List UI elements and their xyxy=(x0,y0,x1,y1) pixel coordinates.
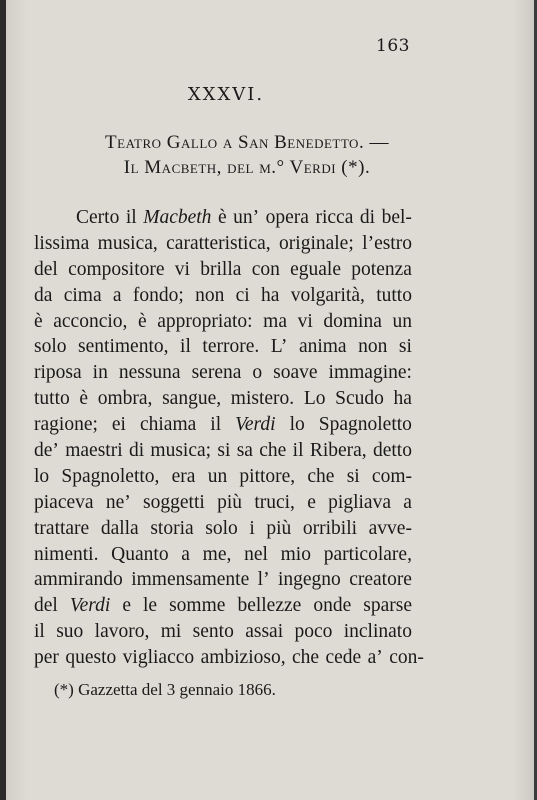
body-word: Quanto xyxy=(111,543,169,565)
body-word: ma xyxy=(263,310,287,332)
body-word: Ribera, xyxy=(309,440,367,462)
body-line xyxy=(34,360,412,386)
body-word: sa xyxy=(236,440,253,462)
body-word: le xyxy=(142,595,158,617)
body-word: nessuna xyxy=(118,362,181,384)
body-word: più xyxy=(217,491,243,513)
body-word: com- xyxy=(371,465,412,487)
body-word: il xyxy=(125,207,137,228)
body-word: chiama xyxy=(139,414,197,436)
body-word: che xyxy=(259,440,287,462)
body-word: si xyxy=(217,440,231,462)
body-line xyxy=(34,464,412,490)
body-word: immagine: xyxy=(328,362,412,384)
body-word: ha xyxy=(393,388,412,410)
body-word: mi xyxy=(160,621,182,643)
body-word: terrore. xyxy=(202,336,260,358)
body-word: è xyxy=(79,388,89,410)
body-word: Scudo xyxy=(335,388,384,410)
body-word: immensamente xyxy=(131,569,250,591)
book-page xyxy=(6,0,534,800)
body-line xyxy=(34,645,424,671)
body-word: per xyxy=(34,647,59,669)
body-word: lo xyxy=(34,465,50,487)
body-word: Verdi xyxy=(235,414,276,436)
body-word: il xyxy=(292,440,304,462)
body-word: sangue, xyxy=(162,388,222,410)
body-word: creatore xyxy=(349,569,412,591)
body-line xyxy=(34,231,412,257)
body-word: truci, xyxy=(254,491,295,513)
body-word: Spagnoletto xyxy=(318,414,412,436)
body-word: solo xyxy=(34,336,67,358)
chapter-number: XXXVI. xyxy=(187,84,265,105)
body-word: vigliacco xyxy=(122,647,195,669)
body-word: i xyxy=(249,517,255,539)
body-word: dalla xyxy=(100,517,139,539)
body-line xyxy=(34,386,412,412)
body-word: nel xyxy=(244,543,268,565)
body-word: di xyxy=(128,440,145,462)
body-word: trattare xyxy=(34,517,90,539)
body-word: opera xyxy=(265,207,309,228)
body-word: appropriato: xyxy=(157,310,253,332)
body-word: serena xyxy=(191,362,242,384)
body-line xyxy=(34,438,412,464)
body-text xyxy=(34,205,424,671)
body-line xyxy=(34,334,412,360)
body-word: ambizioso, xyxy=(200,647,286,669)
body-word: vi xyxy=(174,258,190,280)
body-word: lissima xyxy=(34,232,90,254)
body-word: compositore xyxy=(68,258,165,280)
body-line xyxy=(34,593,412,619)
body-word: musica, xyxy=(97,232,158,254)
body-word: era xyxy=(171,465,196,487)
body-line xyxy=(34,490,412,516)
body-word: riposa xyxy=(34,362,82,384)
body-word: cima xyxy=(63,284,102,306)
body-word: acconcio, xyxy=(53,310,128,332)
body-word: il xyxy=(34,621,45,643)
heading-line-1: Teatro Gallo a San Benedetto. — xyxy=(105,132,389,153)
body-word: storia xyxy=(150,517,194,539)
body-word: a’ xyxy=(367,647,383,669)
body-line xyxy=(34,619,412,645)
body-line xyxy=(34,283,412,309)
body-word: un xyxy=(392,310,412,332)
footnote: (*) Gazzetta del 3 gennaio 1866. xyxy=(54,680,276,699)
body-word: non xyxy=(358,336,388,358)
body-word: che xyxy=(292,647,320,669)
page-number: 163 xyxy=(376,36,410,56)
body-word: soave xyxy=(273,362,318,384)
body-word: solo xyxy=(205,517,238,539)
body-word: somme xyxy=(169,595,226,617)
body-word: volgarità, xyxy=(290,284,365,306)
body-word: inclinato xyxy=(343,621,412,643)
body-word: e xyxy=(122,595,131,617)
body-word: ha xyxy=(261,284,280,306)
body-word: maestri xyxy=(65,440,123,462)
body-word: me, xyxy=(202,543,232,565)
body-word: un’ xyxy=(233,207,260,228)
body-word: eguale xyxy=(290,258,342,280)
body-word: caratteristica, xyxy=(166,232,271,254)
body-word: originale; xyxy=(279,232,354,254)
body-word: lavoro, xyxy=(94,621,150,643)
body-word: si xyxy=(346,465,360,487)
body-word: Spagnoletto, xyxy=(61,465,160,487)
body-line xyxy=(34,542,412,568)
body-word: Lo xyxy=(303,388,326,410)
body-word: pigliava xyxy=(328,491,391,513)
body-word: piaceva xyxy=(34,491,94,513)
body-word: questo xyxy=(65,647,117,669)
body-word: del xyxy=(34,258,58,280)
body-word: particolare, xyxy=(323,543,412,565)
body-word: pittore, xyxy=(239,465,296,487)
body-word: ragione; xyxy=(34,414,98,436)
body-word: del xyxy=(34,595,58,617)
body-line xyxy=(34,257,412,283)
body-line xyxy=(34,412,412,438)
body-word: potenza xyxy=(351,258,412,280)
body-word: con- xyxy=(389,647,424,669)
body-word: Macbeth xyxy=(143,207,212,228)
body-word: assai xyxy=(245,621,284,643)
body-word: di xyxy=(359,207,376,228)
body-word: domina xyxy=(323,310,382,332)
body-word: ei xyxy=(111,414,126,436)
body-word: cede xyxy=(325,647,362,669)
body-line xyxy=(34,567,412,593)
body-word: brilla xyxy=(200,258,242,280)
body-word: è xyxy=(217,207,227,228)
body-word: il xyxy=(180,336,191,358)
body-word: in xyxy=(92,362,108,384)
body-word: bel- xyxy=(381,207,412,228)
body-word: sparse xyxy=(363,595,412,617)
body-word: ammirando xyxy=(34,569,123,591)
body-word: avve- xyxy=(368,517,412,539)
heading-line-2: Il Macbeth, del m.° Verdi (*). xyxy=(123,157,371,178)
body-word: il xyxy=(210,414,222,436)
body-word: a xyxy=(112,284,122,306)
body-word: mio xyxy=(280,543,311,565)
body-word: orribili xyxy=(302,517,358,539)
body-word: vi xyxy=(297,310,313,332)
body-word: ci xyxy=(235,284,250,306)
body-word: è xyxy=(34,310,43,332)
body-word: musica; xyxy=(150,440,212,462)
body-word: ne’ xyxy=(105,491,131,513)
body-word: sentimento, xyxy=(78,336,169,358)
body-word: lo xyxy=(289,414,305,436)
body-word: l’estro xyxy=(362,232,412,254)
body-word: bellezze xyxy=(237,595,302,617)
body-word: un xyxy=(207,465,228,487)
body-word: onde xyxy=(313,595,352,617)
body-word: a xyxy=(403,491,412,513)
body-word: più xyxy=(266,517,292,539)
body-word: Certo xyxy=(76,207,120,228)
body-word: poco xyxy=(294,621,333,643)
body-word: e xyxy=(307,491,316,513)
body-word: mistero. xyxy=(230,388,295,410)
body-word: non xyxy=(195,284,225,306)
body-word: Verdi xyxy=(69,595,111,617)
body-word: con xyxy=(251,258,280,280)
body-word: tutto xyxy=(34,388,70,410)
body-word: soggetti xyxy=(143,491,205,513)
chapter-heading xyxy=(62,130,432,180)
body-word: L’ xyxy=(270,336,288,358)
body-word: sento xyxy=(192,621,234,643)
body-word: nimenti. xyxy=(34,543,99,565)
body-word: ricca xyxy=(315,207,354,228)
body-word: ingegno xyxy=(277,569,341,591)
body-word: ombra, xyxy=(97,388,153,410)
body-line xyxy=(34,205,412,231)
body-word: da xyxy=(34,284,53,306)
body-word: è xyxy=(138,310,147,332)
body-word: de’ xyxy=(34,440,59,462)
body-line xyxy=(34,516,412,542)
body-line xyxy=(34,309,412,335)
body-word: suo xyxy=(56,621,84,643)
body-word: fondo; xyxy=(132,284,184,306)
body-word: si xyxy=(398,336,412,358)
body-word: tutto xyxy=(376,284,412,306)
body-word: che xyxy=(307,465,335,487)
body-word: a xyxy=(181,543,190,565)
body-word: o xyxy=(252,362,263,384)
body-word: anima xyxy=(298,336,347,358)
body-word: detto xyxy=(372,440,412,462)
body-word: l’ xyxy=(257,569,270,591)
